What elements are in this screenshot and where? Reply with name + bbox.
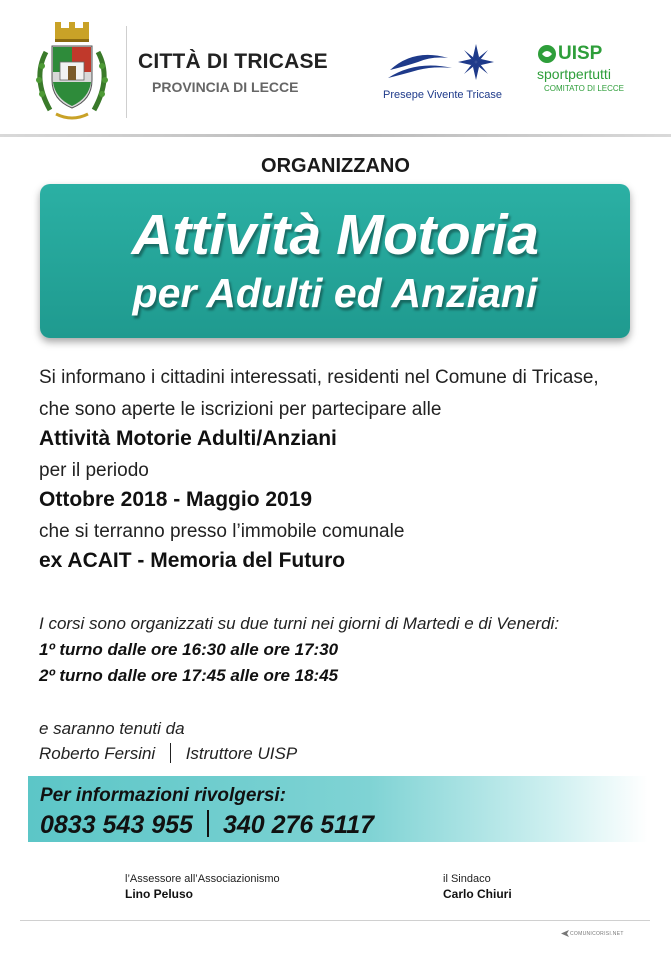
banner-title-line1: Attività Motoria (131, 203, 539, 267)
instructor-divider (170, 743, 171, 763)
title-banner (40, 184, 630, 338)
uisp-committee: COMITATO DI LECCE (544, 84, 625, 93)
phone-divider (207, 810, 209, 837)
uisp-name: UISP (558, 43, 603, 64)
mayor-name: Carlo Chiuri (443, 887, 512, 901)
intro-line-2: che sono aperte le iscrizioni per partecipare alle (39, 399, 442, 420)
presepe-label: Presepe Vivente Tricase (383, 89, 503, 101)
activity-name: Attività Motorie Adulti/Anziani (39, 427, 337, 450)
info-bar (28, 776, 648, 842)
assessor-name: Lino Peluso (125, 887, 194, 901)
period-value: Ottobre 2018 - Maggio 2019 (39, 488, 313, 511)
header-rule (0, 134, 671, 137)
intro-line-1: Si informano i cittadini interessati, residenti nel Comune di Tricase, (39, 367, 599, 388)
footer-rule (20, 920, 650, 921)
instructor-name: Roberto Fersini (39, 744, 156, 763)
period-label: per il periodo (39, 460, 149, 481)
turn-2: 2º turno dalle ore 17:45 alle ore 18:45 (39, 666, 339, 685)
header (0, 0, 671, 135)
banner-title-line2: per Adulti ed Anziani (132, 270, 538, 316)
info-title: Per informazioni rivolgersi: (40, 785, 286, 806)
location-value: ex ACAIT - Memoria del Futuro (39, 549, 346, 572)
uisp-logo (536, 44, 636, 104)
phone-mobile[interactable]: 340 276 5117 (222, 811, 375, 839)
province-name: PROVINCIA DI LECCE (152, 79, 299, 95)
uisp-tagline: sportpertutti (537, 66, 611, 82)
info-phones (40, 810, 374, 840)
uisp-emblem-icon (536, 44, 558, 64)
city-name: CITTÀ DI TRICASE (138, 50, 328, 73)
credit-arrow-icon (561, 930, 569, 937)
schedule-intro: I corsi sono organizzati su due turni nei giorni di Martedi e di Venerdi: (39, 614, 560, 633)
instructor-role: Istruttore UISP (185, 744, 298, 763)
assessor-role: l’Assessore all’Associazionismo (125, 873, 280, 885)
presepe-logo-icon (384, 40, 502, 88)
credit-text: COMUNICORISI.NET (570, 931, 624, 937)
instructor-line (39, 743, 297, 764)
turn-1: 1º turno dalle ore 16:30 alle ore 17:30 (39, 640, 339, 659)
header-divider (126, 26, 127, 118)
phone-landline[interactable]: 0833 543 955 (40, 811, 193, 839)
coat-of-arms-icon (26, 22, 118, 128)
held-by-label: e saranno tenuti da (39, 719, 185, 738)
organizers-heading: ORGANIZZANO (261, 155, 410, 177)
location-label: che si terranno presso l’immobile comunale (39, 521, 405, 542)
mayor-role: il Sindaco (443, 873, 491, 885)
